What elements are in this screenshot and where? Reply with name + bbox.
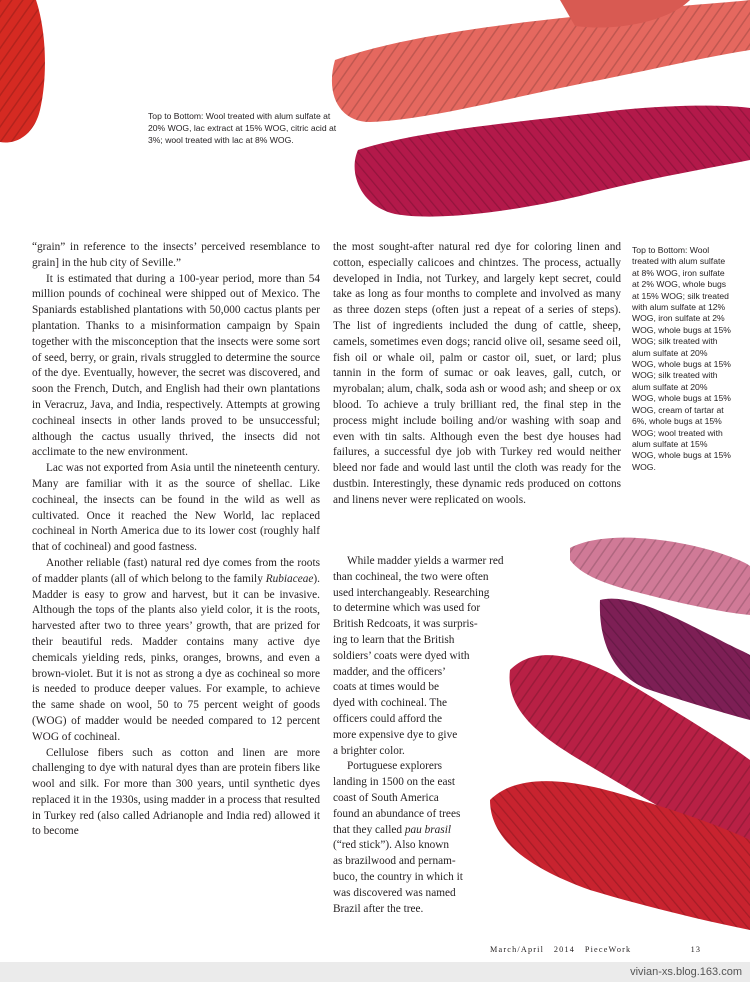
paragraph: Another reliable (fast) natural red dye comes from the roots of madder plants (all of which belong to the family Rubiaceae). Madder is easy to grow and harvest, but it can be invasive. Although the tops of the plants also yield color, it is the roots, harvested after two to three years’ growth, that are prized for their beautiful reds. Madder contains many active dye chemicals yielding reds, pinks, oranges, browns, and even a brown-violet. But it is not as strong a dye as cochineal so more is needed to produce deeper values. For example, to achieve the same shade on wool, 50 to 75 percent weight of goods (WOG) of madder would be needed compared to 12 percent WOG of cochineal. (32, 556, 320, 743)
page-folio (490, 945, 701, 954)
photo-caption-top: Top to Bottom: Wool treated with alum sulfate at 20% WOG, lac extract at 15% WOG, citric acid at 3%; wool treated with lac at 8% WOG. (148, 111, 337, 145)
pink-skein (570, 538, 750, 615)
magenta-skein (355, 106, 750, 217)
article-column-2 (333, 240, 621, 509)
page-number: 13 (690, 945, 702, 954)
paragraph: It is estimated that during a 100-year period, more than 54 million pounds of cochineal were shipped out of Mexico. The Spaniards established plantations with 50,000 cactus plants per plantation. Thanks to a misinformation campaign by Spain together with the misconception that the insects were some sort of seed, berry, or grain, rivals struggled to determine the source of the dye. Eventually, however, the secret was discovered, and soon the French, Dutch, and English had their own plantations in Veracruz, Java, and India, respectively. Attempts at growing cochineal insects in other lands proved to be unsuccessful; although the cactus usually thrived, the insects did not acclimate to the new environment. (32, 272, 320, 459)
plant-family-name: Rubiaceae (265, 572, 314, 585)
issue-year: 2014 (553, 945, 576, 954)
blog-watermark: vivian-xs.blog.163.com (630, 966, 742, 978)
paragraph: Lac was not exported from Asia until the nineteenth century. Many are familiar with it as the source of shellac. Like cochineal, the insects can be found in the wild as well as cultivated. Once it reached the New World, lac replaced cochineal in North America due to its lower cost (roughly half that of cochineal) and good fastness. (32, 462, 320, 554)
paragraph: the most sought-after natural red dye for coloring linen and cotton, especially calicoes and chintzes. The process, actually developed in India, not Turkey, and largely kept secret, could take as long as four months to complete and involved as many as three dozen steps (often just a repeat of a series of steps). The list of ingredients included the dung of cattle, sheep, camels, sometimes even dogs; rancid olive oil, sesame seed oil, fish oil or whale oil, palm or castor oil, suet, or lard; plus tannin in the form of sumac or oak leaves, gall, cutch, or myrobalan; alum, chalk, soda ash or wood ash; and sheep or ox blood. To achieve a truly brilliant red, the final step in the process might include boiling and/or washing with soap and even with tin salts. Although even the best dye houses had failures, a successful dye job with Turkey red would neither bleed nor fade and would last until the cloth was ready for the dustbin. Interestingly, these dynamic reds produced on cottons and linens never were replicated on wools. (333, 241, 621, 506)
article-column-2-lower (333, 554, 503, 917)
red-skein-top-left (0, 0, 45, 143)
magazine-name: PieceWork (584, 945, 632, 954)
article-column-1 (32, 240, 320, 840)
paragraph-madder: While madder yields a warmer red than cochineal, the two were often used interchangeably. Researching to determine which was used for British Redcoats, it was surpris- ing to learn that the British soldiers’ coats were dyed with madder, and the officers’ coats at times would be dyed with cochineal. The officers could afford the more expensive dye to give a brighter color. (333, 555, 504, 757)
coral-skein (332, 0, 750, 122)
pau-brasil-term: pau brasil (404, 823, 451, 836)
paragraph: Cellulose fibers such as cotton and linen are more challenging to dye with natural dyes than are protein fibers like wool and silk. For more than 300 years, until synthetic dyes replaced it in the 1930s, using madder in a process that resulted in Turkey red (also called Adrianople and India red) allowed it to become (32, 746, 320, 838)
paragraph: “grain” in reference to the insects’ perceived resemblance to grain] in the hub city of Seville.” (32, 241, 320, 269)
issue-date: March/April (490, 945, 545, 954)
paragraph-brazilwood: Portuguese explorers landing in 1500 on the east coast of South America found an abundance of trees that they called pau brasil (“red stick”). Also known as brazilwood and pernam- buco, the country in which it was discovered was named Brazil after the tree. (333, 760, 463, 915)
photo-caption-right: Top to Bottom: Wool treated with alum sulfate at 8% WOG, iron sulfate at 2% WOG, whole bugs at 15% WOG; silk treated with alum sulfate at 12% WOG, iron sulfate at 2% WOG, whole bugs at 15% WOG; silk treated with alum sulfate at 20% WOG, whole bugs at 15% WOG; silk treated with alum sulfate at 20% WOG, whole bugs at 15% WOG, cream of tartar at 6%, whole bugs at 15% WOG; wool treated with alum sulfate at 15% WOG, whole bugs at 15% WOG. (632, 245, 731, 472)
